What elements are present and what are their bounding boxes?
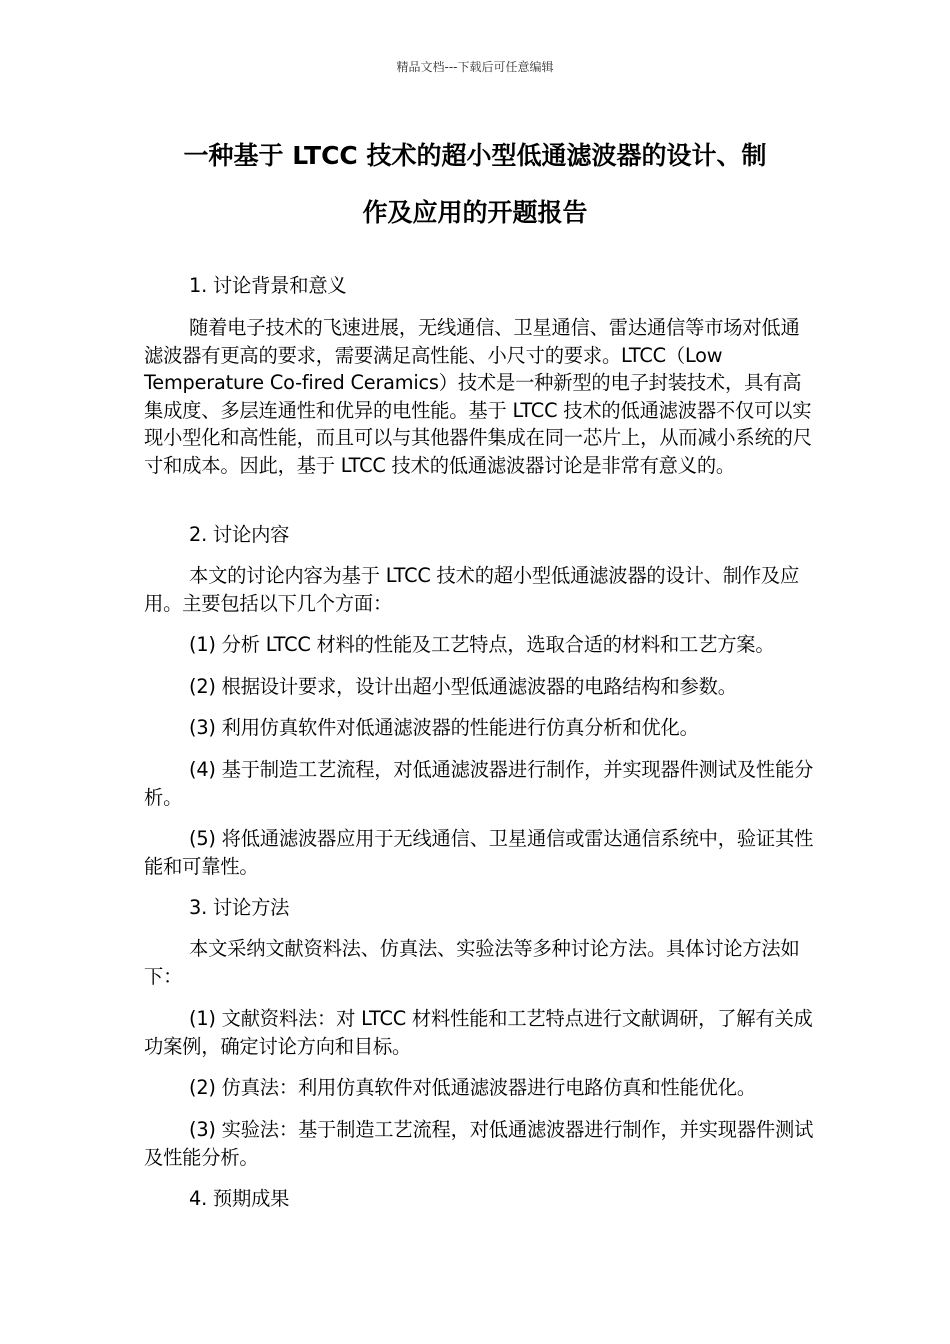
section-3-item-1: (1) 文献资料法：对 LTCC 材料性能和工艺特点进行文献调研，了解有关成功案例，确定讨论方向和目标。 [144, 1007, 813, 1058]
section-2-item-4: (4) 基于制造工艺流程，对低通滤波器进行制作，并实现器件测试及性能分析。 [144, 758, 814, 809]
section-2-item-5: (5) 将低通滤波器应用于无线通信、卫星通信或雷达通信系统中，验证其性能和可靠性。 [144, 827, 814, 878]
section-1-paragraph: 随着电子技术的飞速进展，无线通信、卫星通信、雷达通信等市场对低通滤波器有更高的要求，需要满足高性能、小尺寸的要求。LTCC（Low Temperature Co-fired Ceramics）技术是一种新型的电子封装技术，具有高集成度、多层连通性和优异的电性能。基于 LTCC 技术的低通滤波器不仅可以实现小型化和高性能，而且可以与其他器件集成在同一芯片上，从而减小系统的尺寸和成本。因此，基于 LTCC 技术的低通滤波器讨论是非常有意义的。 [144, 316, 812, 477]
section-2-paragraph: 本文的讨论内容为基于 LTCC 技术的超小型低通滤波器的设计、制作及应用。主要包括以下几个方面： [144, 564, 800, 615]
section-4-heading: 4. 预期成果 [189, 1187, 290, 1210]
section-2-item-3: (3) 利用仿真软件对低通滤波器的性能进行仿真分析和优化。 [189, 716, 699, 739]
section-3-item-2: (2) 仿真法：利用仿真软件对低通滤波器进行电路仿真和性能优化。 [189, 1076, 756, 1099]
section-2-heading: 2. 讨论内容 [189, 523, 290, 546]
section-2-item-2: (2) 根据设计要求，设计出超小型低通滤波器的电路结构和参数。 [189, 675, 737, 698]
section-2-item-1: (1) 分析 LTCC 材料的性能及工艺特点，选取合适的材料和工艺方案。 [189, 633, 775, 656]
section-3-paragraph: 本文采纳文献资料法、仿真法、实验法等多种讨论方法。具体讨论方法如下： [144, 937, 800, 988]
section-1-heading: 1. 讨论背景和意义 [189, 274, 347, 297]
section-3-item-3: (3) 实验法：基于制造工艺流程，对低通滤波器进行制作，并实现器件测试及性能分析。 [144, 1118, 814, 1169]
section-3-heading: 3. 讨论方法 [189, 896, 290, 919]
page-header: 精品文档---下载后可任意编辑 [396, 60, 554, 74]
document-title-line-2: 作及应用的开题报告 [362, 198, 588, 227]
document-title-line-1: 一种基于 LTCC 技术的超小型低通滤波器的设计、制 [183, 141, 767, 170]
